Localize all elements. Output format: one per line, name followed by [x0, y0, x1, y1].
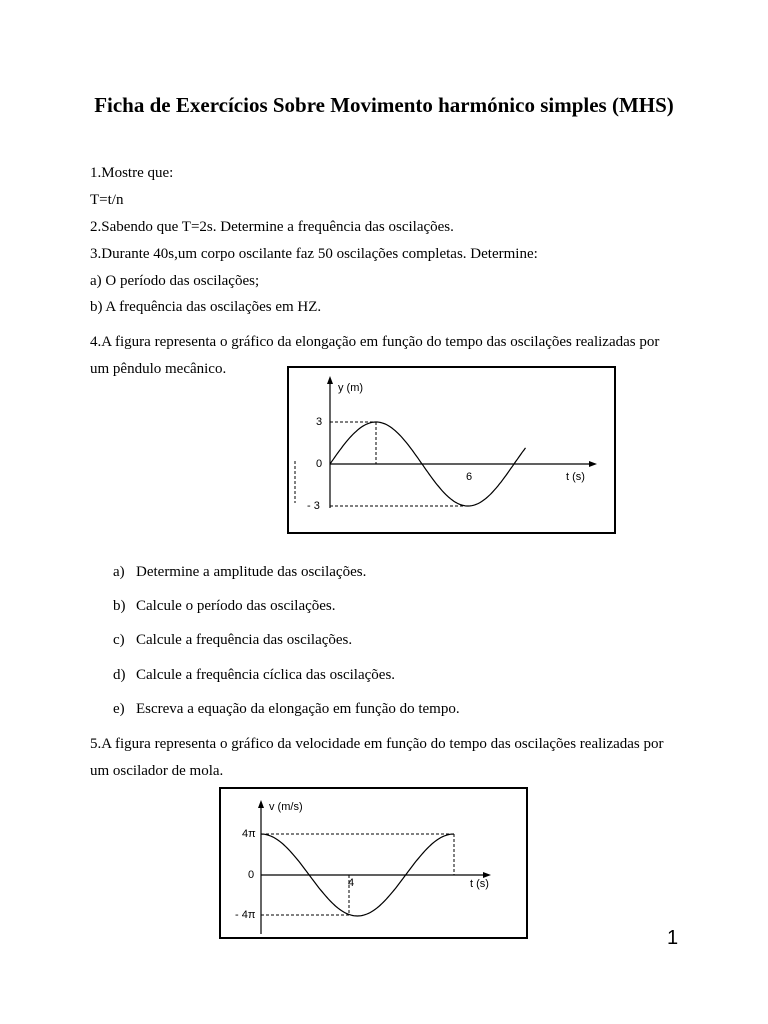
x-tick-4: 4: [348, 877, 355, 889]
item-label: c): [113, 632, 125, 648]
y-tick-minus-3: - 3: [307, 500, 320, 512]
elongation-graph: [287, 366, 616, 534]
item-text: Calcule a frequência das oscilações.: [136, 632, 353, 648]
page-title: Ficha de Exercícios Sobre Movimento harmónico simples (MHS): [94, 93, 674, 117]
y-axis-label: v (m/s): [269, 801, 303, 813]
x-axis-label: t (s): [470, 878, 489, 890]
item-label: b): [113, 598, 126, 614]
velocity-graph: [219, 787, 528, 939]
question-4-line2: um pêndulo mecânico.: [90, 361, 227, 377]
y-tick-minus-4pi: - 4π: [235, 909, 256, 921]
item-text: Calcule a frequência cíclica das oscilações.: [136, 667, 396, 683]
item-text: Determine a amplitude das oscilações.: [136, 564, 367, 580]
x-axis-label: t (s): [566, 471, 585, 483]
x-axis-arrow: [589, 461, 597, 467]
question-4-line1: 4.A figura representa o gráfico da elongação em função do tempo das oscilações realizadas por: [90, 334, 660, 350]
item-label: e): [113, 701, 125, 717]
y-tick-4pi: 4π: [242, 828, 256, 840]
question-2: 2.Sabendo que T=2s. Determine a frequência das oscilações.: [90, 219, 454, 235]
y-axis-arrow: [327, 376, 333, 384]
velocity-graph-svg: [221, 789, 526, 937]
question-5-line1: 5.A figura representa o gráfico da velocidade em função do tempo das oscilações realizadas por: [90, 736, 664, 752]
y-tick-0: 0: [248, 869, 255, 881]
y-axis-arrow: [258, 800, 264, 808]
question-4b: [113, 598, 336, 615]
question-3a: a) O período das oscilações;: [90, 273, 260, 289]
x-tick-6: 6: [466, 471, 473, 483]
question-4a: [113, 564, 366, 581]
elongation-graph-svg: [289, 368, 614, 532]
question-4e: [113, 701, 460, 718]
item-text: Escreva a equação da elongação em função do tempo.: [136, 701, 460, 717]
question-3: 3.Durante 40s,um corpo oscilante faz 50 oscilações completas. Determine:: [90, 246, 538, 262]
y-tick-0: 0: [316, 458, 323, 470]
item-label: a): [113, 564, 125, 580]
question-1: 1.Mostre que:: [90, 165, 174, 181]
item-label: d): [113, 667, 126, 683]
y-axis-label: y (m): [338, 382, 364, 394]
question-3b: b) A frequência das oscilações em HZ.: [90, 299, 322, 315]
question-4c: [113, 632, 352, 649]
question-5-line2: um oscilador de mola.: [90, 763, 224, 779]
question-4d: [113, 667, 395, 684]
item-text: Calcule o período das oscilações.: [136, 598, 336, 614]
page-number: 1: [667, 927, 679, 949]
y-tick-3: 3: [316, 416, 323, 428]
question-1-formula: T=t/n: [90, 192, 124, 208]
